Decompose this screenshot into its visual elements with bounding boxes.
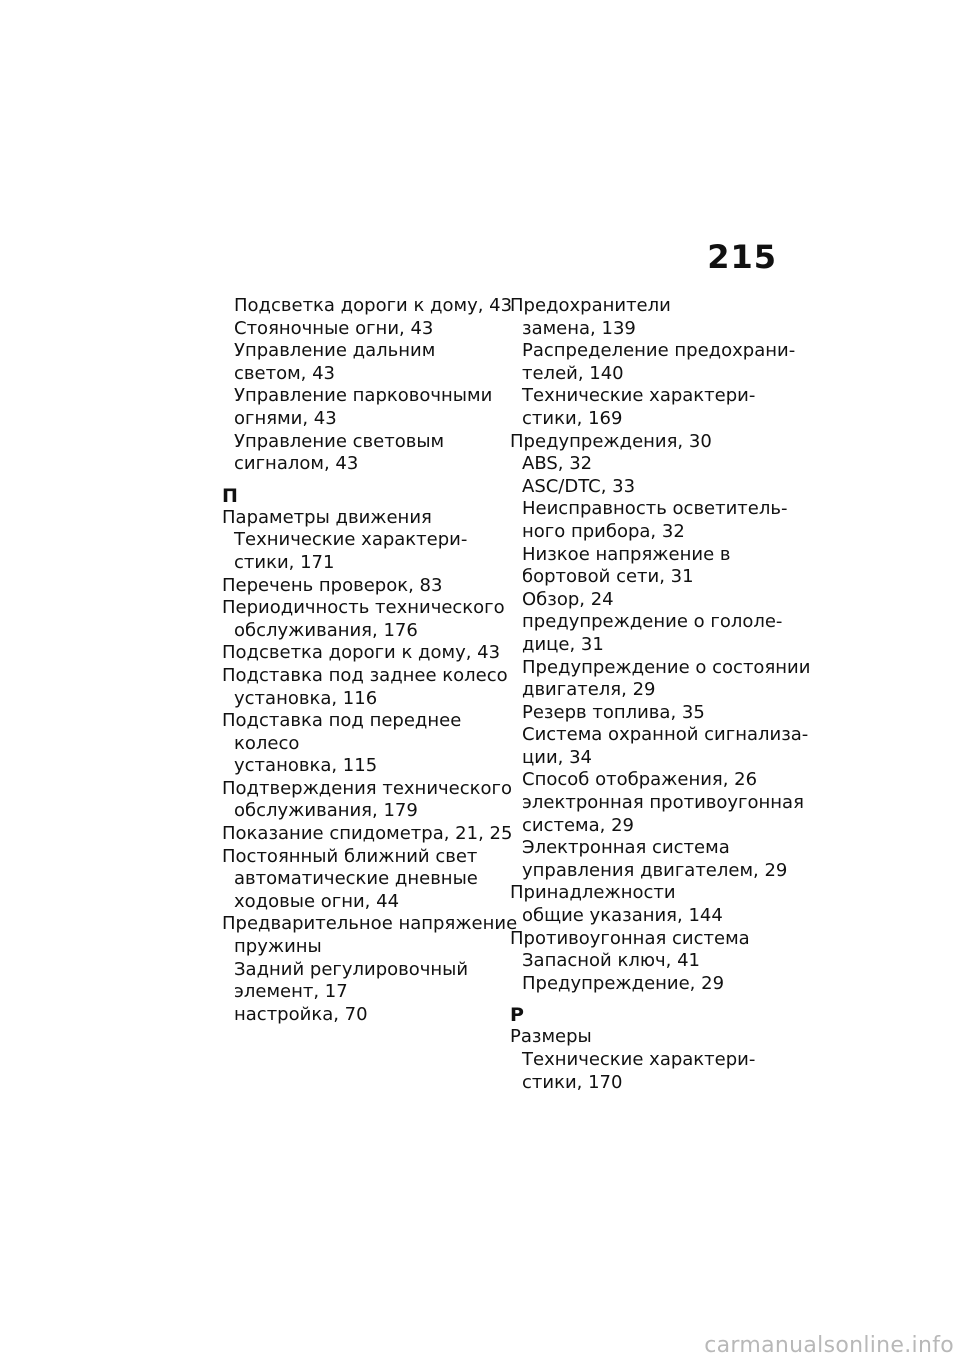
index-column-right	[510, 295, 811, 1094]
index-subentry: установка, 115	[234, 755, 378, 777]
index-entry: Параметры движения	[222, 506, 432, 528]
index-subentry: система, 29	[522, 814, 635, 836]
index-subentry: Технические характери-	[522, 385, 756, 407]
index-subentry: дице, 31	[522, 633, 604, 655]
index-subentry: Предупреждение о состоянии	[522, 656, 811, 678]
index-entry: Предварительное напряжение	[222, 913, 518, 935]
index-subentry: Резерв топлива, 35	[522, 701, 705, 723]
index-subentry: электронная противоугонная	[522, 792, 804, 814]
index-subentry: ходовые огни, 44	[234, 890, 400, 912]
index-subentry: Система охранной сигнализа-	[522, 724, 809, 746]
index-subentry: Подсветка дороги к дому, 43	[234, 295, 513, 316]
index-subentry: Неисправность осветитель-	[522, 498, 788, 520]
index-subentry: двигателя, 29	[522, 679, 656, 701]
index-entry: Противоугонная система	[510, 927, 750, 949]
index-subentry: настройка, 70	[234, 1003, 368, 1025]
index-subentry: Низкое напряжение в	[522, 543, 731, 565]
index-subentry: ASC/DTC, 33	[522, 475, 636, 497]
index-subentry: стики, 169	[522, 407, 623, 429]
index-subentry: Обзор, 24	[522, 588, 614, 610]
index-subentry: предупреждение о гололе-	[522, 611, 783, 633]
index-subentry: Стояночные огни, 43	[234, 317, 434, 339]
index-entry: Постоянный ближний свет	[222, 845, 478, 867]
index-subentry: сигналом, 43	[234, 453, 359, 475]
index-entry: Предохранители	[510, 295, 671, 316]
watermark-text: carmanualsonline.info	[704, 1333, 954, 1358]
index-subentry: элемент, 17	[234, 981, 348, 1003]
index-entry: Подставка под заднее колесо	[222, 664, 508, 686]
index-entry: Принадлежности	[510, 882, 676, 904]
index-letter-heading: П	[222, 484, 238, 507]
index-subentry: замена, 139	[522, 317, 636, 339]
index-subentry: колесо	[234, 732, 300, 754]
index-entry: Подставка под переднее	[222, 710, 462, 732]
page-number: 215	[707, 238, 777, 276]
index-entry: Подтверждения технического	[222, 777, 512, 799]
index-entry: Показание спидометра, 21, 25	[222, 823, 513, 845]
index-subentry: стики, 170	[522, 1071, 623, 1093]
index-letter-heading: Р	[510, 1004, 524, 1027]
index-subentry: управления двигателем, 29	[522, 859, 788, 881]
index-entry: Перечень проверок, 83	[222, 574, 443, 596]
index-subentry: Технические характери-	[234, 529, 468, 551]
index-subentry: Распределение предохрани-	[522, 340, 796, 362]
index-subentry: Управление дальним	[234, 340, 436, 362]
index-entry: Подсветка дороги к дому, 43	[222, 642, 501, 664]
index-subentry: светом, 43	[234, 362, 336, 384]
index-entry: Предупреждения, 30	[510, 430, 712, 452]
index-subentry: телей, 140	[522, 362, 624, 384]
index-subentry: стики, 171	[234, 551, 335, 573]
index-subentry: обслуживания, 179	[234, 800, 418, 822]
index-entry: Размеры	[510, 1026, 592, 1048]
index-subentry: Электронная система	[522, 837, 730, 859]
index-subentry: ции, 34	[522, 746, 592, 768]
index-subentry: Задний регулировочный	[234, 958, 469, 980]
index-entry: Периодичность технического	[222, 597, 505, 619]
index-subentry: Технические характери-	[522, 1049, 756, 1070]
index-subentry: ного прибора, 32	[522, 520, 685, 542]
index-subentry: Управление парковочными	[234, 385, 493, 407]
index-subentry: обслуживания, 176	[234, 619, 418, 641]
index-subentry: Способ отображения, 26	[522, 769, 758, 791]
index-subentry: бортовой сети, 31	[522, 566, 694, 588]
index-subentry: Управление световым	[234, 430, 445, 452]
index-subentry: общие указания, 144	[522, 905, 723, 927]
index-subentry: установка, 116	[234, 687, 378, 709]
index-column-left	[222, 295, 518, 1026]
index-subentry: Предупреждение, 29	[522, 972, 725, 994]
index-subentry: огнями, 43	[234, 407, 337, 429]
index-subentry: Запасной ключ, 41	[522, 950, 700, 972]
index-subentry: автоматические дневные	[234, 868, 478, 890]
index-subentry: ABS, 32	[522, 453, 593, 475]
index-subentry: пружины	[234, 936, 322, 958]
